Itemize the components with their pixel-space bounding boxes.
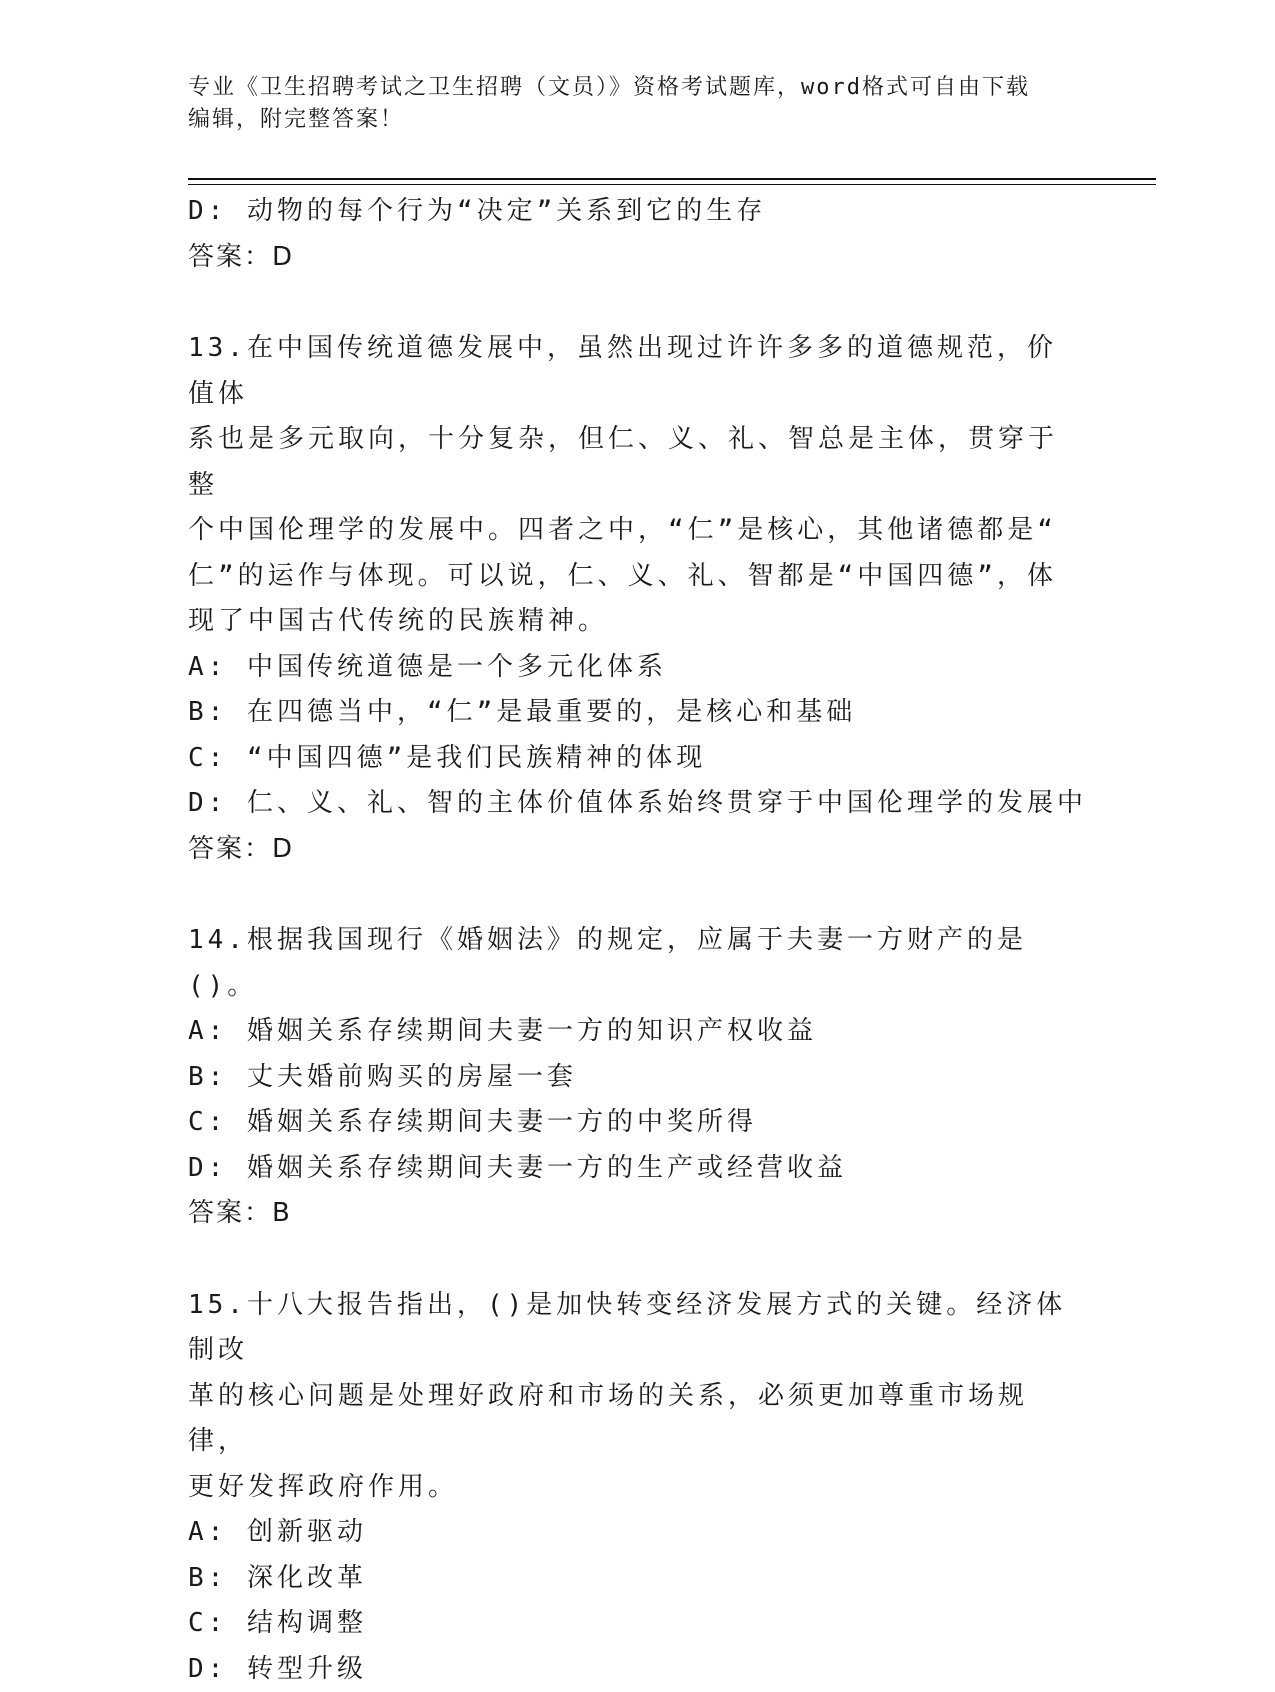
option-a: A: 中国传统道德是一个多元化体系	[188, 645, 1068, 691]
document-header	[188, 72, 1088, 136]
stem-line: 15.十八大报告指出，()是加快转变经济发展方式的关键。经济体制改	[188, 1283, 1068, 1374]
stem-line: 14.根据我国现行《婚姻法》的规定，应属于夫妻一方财产的是()。	[188, 918, 1068, 1009]
spacer	[188, 872, 1068, 918]
header-line-2: 编辑，附完整答案！	[188, 104, 1088, 136]
prev-question	[188, 189, 1068, 280]
answer-line: 答案：D	[188, 827, 1068, 873]
option-a: A: 婚姻关系存续期间夫妻一方的知识产权收益	[188, 1009, 1068, 1055]
question-stem	[188, 918, 1068, 1009]
question-13	[188, 326, 1068, 872]
option-a: A: 创新驱动	[188, 1510, 1068, 1556]
question-14	[188, 918, 1068, 1237]
header-line-1: 专业《卫生招聘考试之卫生招聘（文员）》资格考试题库，word格式可自由下载	[188, 72, 1088, 104]
document-body	[188, 189, 1068, 1692]
question-stem	[188, 1283, 1068, 1511]
stem-line: 革的核心问题是处理好政府和市场的关系，必须更加尊重市场规律，	[188, 1374, 1068, 1465]
answer-line: 答案：D	[188, 235, 1068, 281]
option-d: D: 婚姻关系存续期间夫妻一方的生产或经营收益	[188, 1146, 1068, 1192]
option-d: D: 仁、义、礼、智的主体价值体系始终贯穿于中国伦理学的发展中	[188, 781, 1068, 827]
spacer	[188, 1237, 1068, 1283]
stem-line: 个中国伦理学的发展中。四者之中，“仁”是核心，其他诸德都是“	[188, 508, 1068, 554]
stem-line: 更好发挥政府作用。	[188, 1465, 1068, 1511]
stem-line: 13.在中国传统道德发展中，虽然出现过许许多多的道德规范，价值体	[188, 326, 1068, 417]
option-c: C: 结构调整	[188, 1601, 1068, 1647]
stem-line: 仁”的运作与体现。可以说，仁、义、礼、智都是“中国四德”，体	[188, 554, 1068, 600]
option-b: B: 深化改革	[188, 1556, 1068, 1602]
header-rule-thick	[188, 178, 1156, 180]
option-b: B: 丈夫婚前购买的房屋一套	[188, 1055, 1068, 1101]
option-c: C: 婚姻关系存续期间夫妻一方的中奖所得	[188, 1100, 1068, 1146]
option-d: D: 动物的每个行为“决定”关系到它的生存	[188, 189, 1068, 235]
stem-line: 系也是多元取向，十分复杂，但仁、义、礼、智总是主体，贯穿于整	[188, 417, 1068, 508]
option-c: C: “中国四德”是我们民族精神的体现	[188, 736, 1068, 782]
stem-line: 现了中国古代传统的民族精神。	[188, 599, 1068, 645]
question-stem	[188, 326, 1068, 645]
answer-line: 答案：B	[188, 1191, 1068, 1237]
question-15	[188, 1283, 1068, 1692]
spacer	[188, 280, 1068, 326]
option-b: B: 在四德当中，“仁”是最重要的，是核心和基础	[188, 690, 1068, 736]
header-rule-thin	[188, 184, 1156, 185]
option-d: D: 转型升级	[188, 1647, 1068, 1692]
